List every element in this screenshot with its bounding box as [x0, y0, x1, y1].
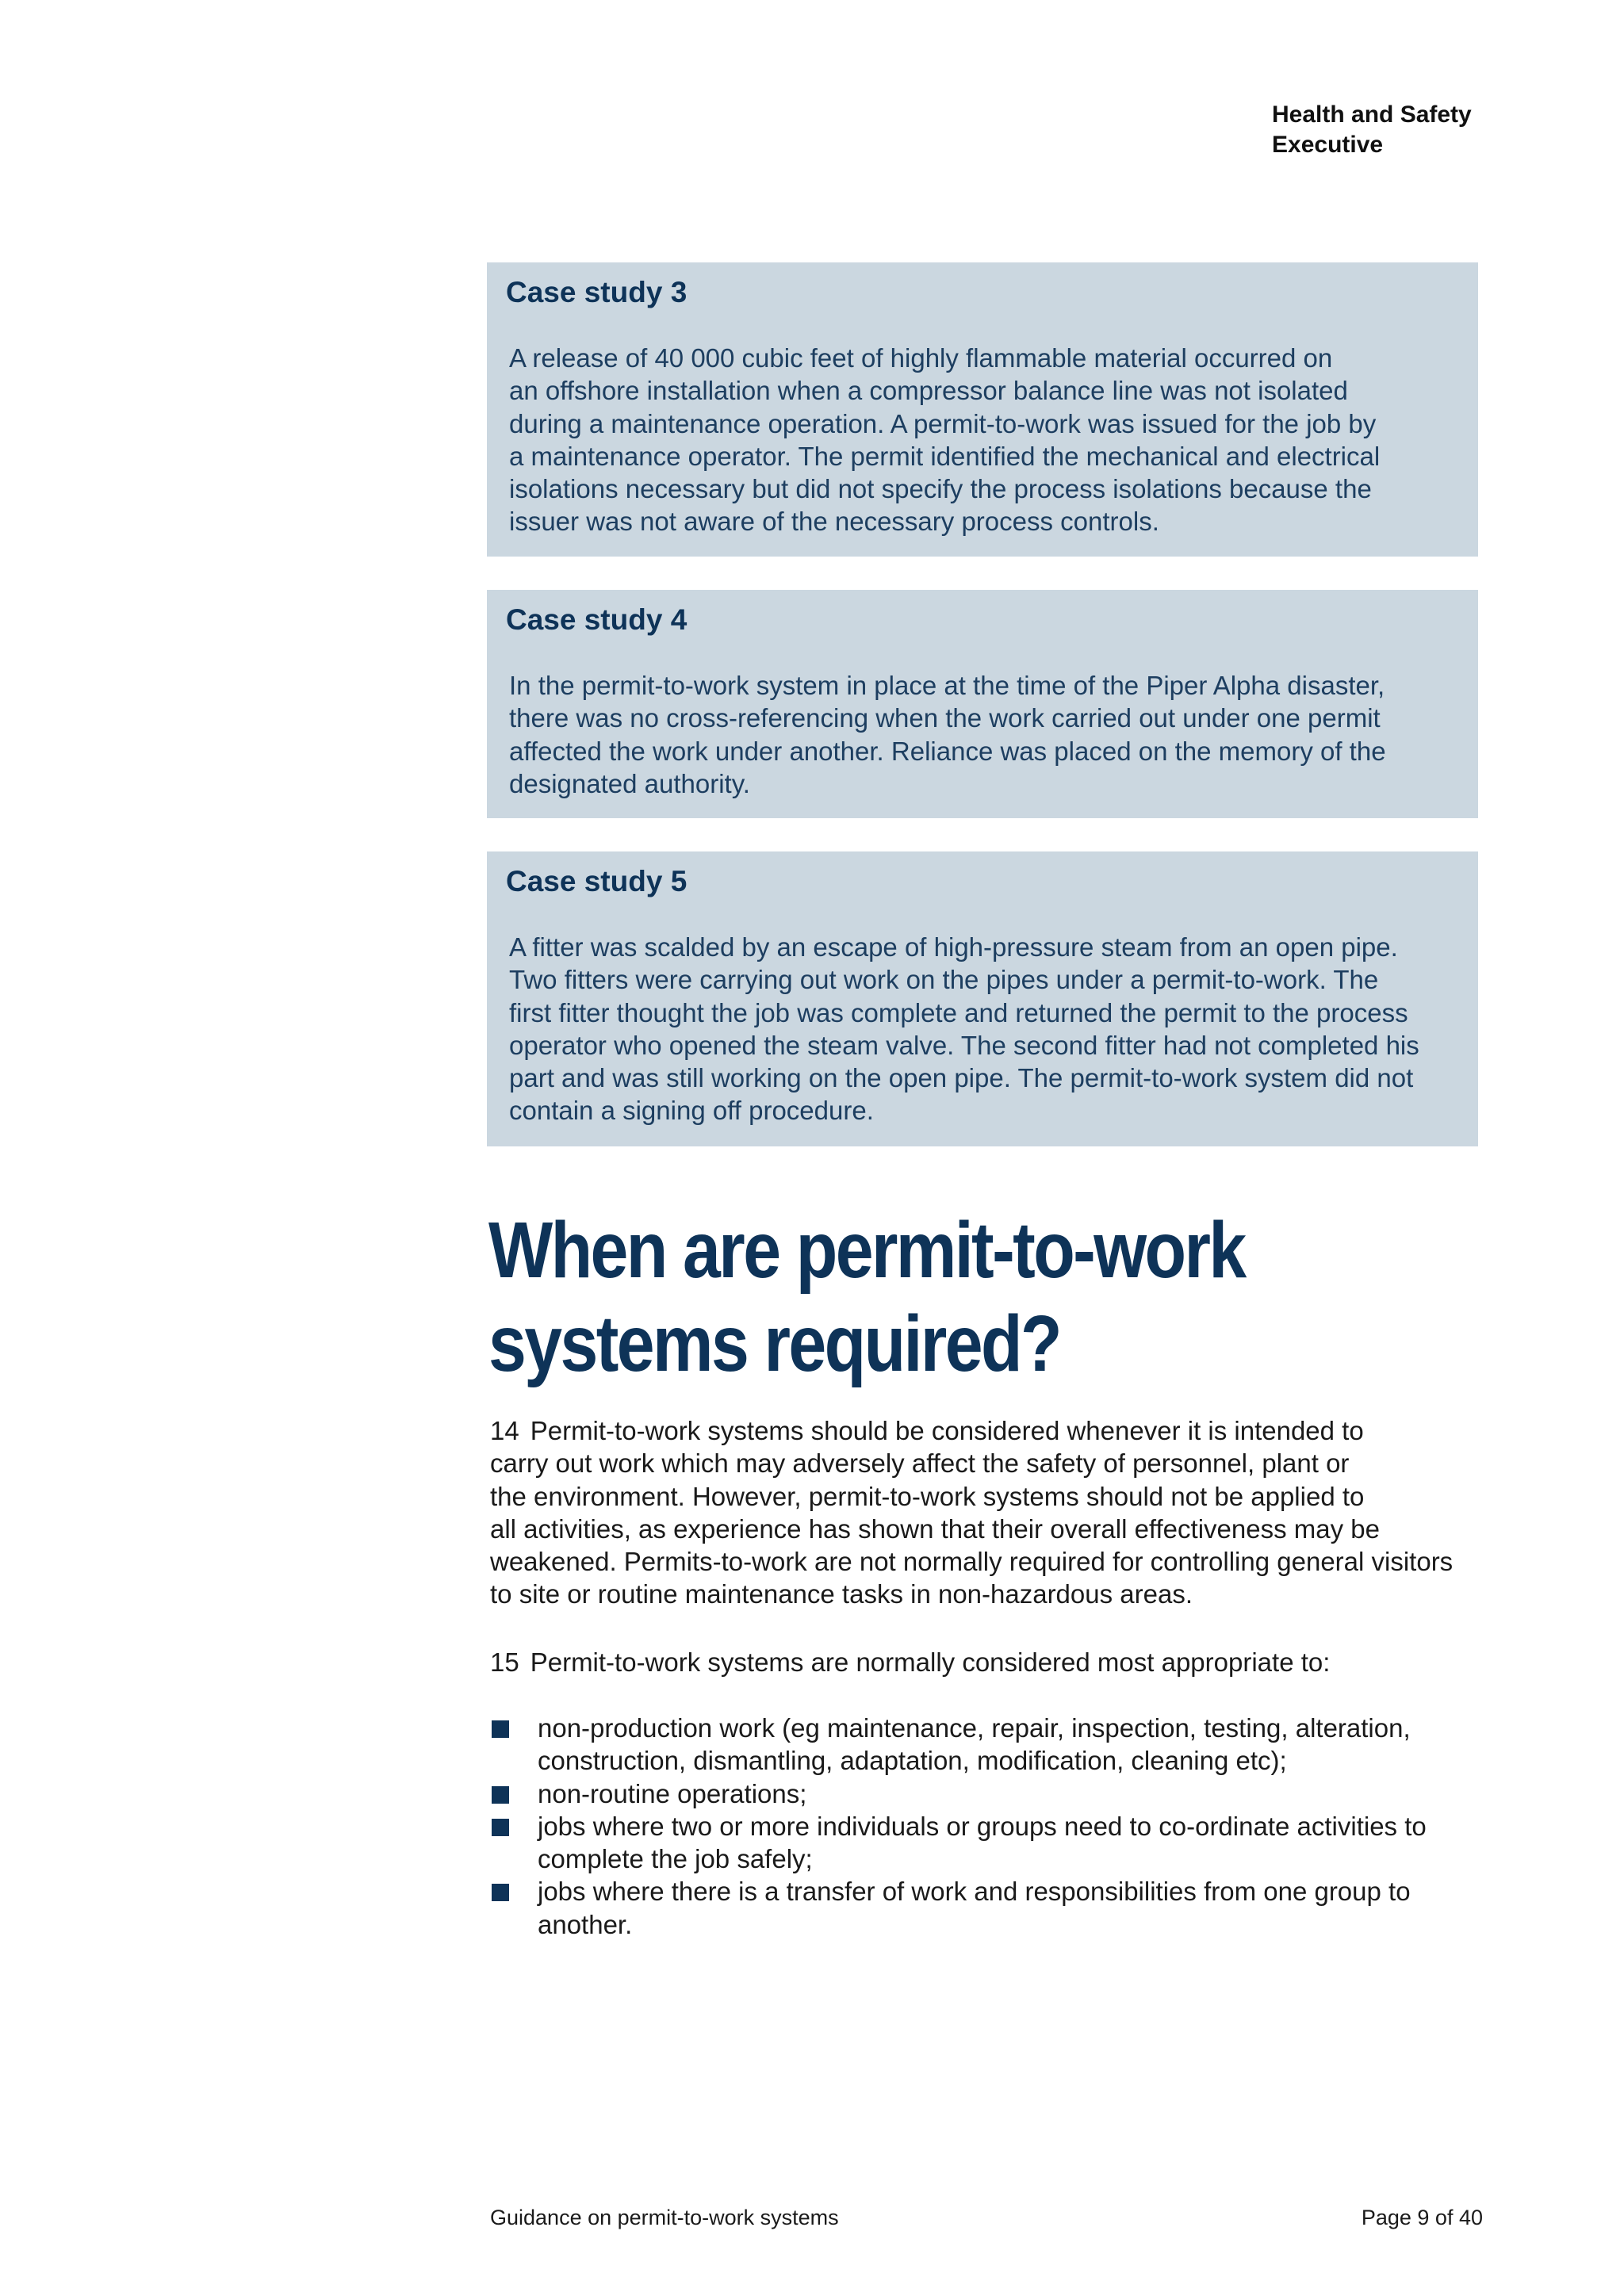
section-heading-line-2: systems required? — [488, 1299, 1060, 1388]
bullet-line: construction, dismantling, adaptation, modification, cleaning etc); — [538, 1746, 1287, 1776]
section-heading-line-1: When are permit-to-work — [488, 1206, 1245, 1295]
footer-page-number: Page 9 of 40 — [1361, 2206, 1483, 2229]
paragraph-line: the environment. However, permit-to-work systems should not be applied to — [490, 1481, 1365, 1511]
case-study-4-line: affected the work under another. Reliance was placed on the memory of the — [509, 736, 1386, 766]
case-study-5-line: A fitter was scalded by an escape of high-pressure steam from an open pipe. — [509, 932, 1398, 962]
case-study-3-line: A release of 40 000 cubic feet of highly flammable material occurred on — [509, 343, 1333, 373]
case-study-4-line: In the permit-to-work system in place at the time of the Piper Alpha disaster, — [509, 671, 1385, 700]
paragraph-14 — [490, 1414, 1491, 1611]
bullet-line: non-production work (eg maintenance, repair, inspection, testing, alteration, — [538, 1713, 1411, 1743]
bullet-line: jobs where there is a transfer of work and responsibilities from one group to — [538, 1877, 1411, 1907]
case-study-4-line: there was no cross-referencing when the work carried out under one permit — [509, 703, 1381, 733]
case-study-3-body — [506, 310, 1457, 538]
organization-name-line-1: Health and Safety — [1272, 101, 1472, 128]
case-study-5-line: first fitter thought the job was complete and returned the permit to the process — [509, 997, 1408, 1027]
paragraph-number: 14 — [490, 1416, 519, 1445]
paragraph-line: carry out work which may adversely affect the safety of personnel, plant or — [490, 1448, 1350, 1479]
bullet-list — [490, 1712, 1491, 1941]
square-bullet-icon — [492, 1819, 509, 1836]
case-study-3-line: during a maintenance operation. A permit-to-work was issued for the job by — [509, 408, 1377, 438]
bullet-item — [490, 1875, 1491, 1941]
bullet-line: non-routine operations; — [538, 1778, 807, 1808]
bullet-item — [490, 1810, 1491, 1876]
case-study-5-body — [506, 899, 1457, 1127]
section-heading — [488, 1203, 1348, 1391]
paragraph-line: weakened. Permits-to-work are not normally required for controlling general visitors — [490, 1547, 1454, 1577]
paragraph-15 — [490, 1646, 1491, 1678]
paragraph-line: Permit-to-work systems are normally considered most appropriate to: — [530, 1647, 1331, 1677]
square-bullet-icon — [492, 1884, 509, 1901]
bullet-line: another. — [538, 1909, 633, 1939]
paragraph-line: to site or routine maintenance tasks in non-hazardous areas. — [490, 1579, 1193, 1609]
case-study-4-title: Case study 4 — [506, 603, 688, 636]
case-study-5-title: Case study 5 — [506, 865, 688, 897]
case-study-3-line: isolations necessary but did not specify the process isolations because the — [509, 474, 1372, 504]
square-bullet-icon — [492, 1720, 509, 1738]
square-bullet-icon — [492, 1786, 509, 1804]
case-study-3-line: a maintenance operator. The permit identified the mechanical and electrical — [509, 441, 1381, 471]
case-study-5-line: Two fitters were carrying out work on the pipes under a permit-to-work. The — [509, 965, 1379, 995]
case-study-3-title: Case study 3 — [506, 276, 688, 308]
paragraph-line: all activities, as experience has shown that their overall effectiveness may be — [490, 1513, 1380, 1544]
case-study-5-line: part and was still working on the open pipe. The permit-to-work system did not — [509, 1063, 1414, 1093]
case-study-5-box — [487, 851, 1478, 1146]
case-study-3-box — [487, 262, 1478, 557]
bullet-item — [490, 1712, 1491, 1777]
case-study-4-body — [506, 637, 1457, 800]
case-study-3-line: issuer was not aware of the necessary process controls. — [509, 507, 1159, 537]
case-study-4-box — [487, 590, 1478, 818]
bullet-line: complete the job safely; — [538, 1844, 813, 1874]
organization-name — [1272, 100, 1526, 160]
case-study-4-line: designated authority. — [509, 768, 750, 798]
case-study-5-line: contain a signing off procedure. — [509, 1096, 874, 1126]
paragraph-line: Permit-to-work systems should be considered whenever it is intended to — [530, 1416, 1364, 1445]
bullet-item — [490, 1777, 1491, 1810]
paragraph-number: 15 — [490, 1647, 519, 1677]
case-study-3-line: an offshore installation when a compressor balance line was not isolated — [509, 376, 1348, 406]
bullet-line: jobs where two or more individuals or groups need to co-ordinate activities to — [538, 1811, 1427, 1841]
footer-document-title: Guidance on permit-to-work systems — [490, 2206, 839, 2229]
case-study-5-line: operator who opened the steam valve. The second fitter had not completed his — [509, 1030, 1419, 1060]
organization-name-line-2: Executive — [1272, 132, 1384, 158]
